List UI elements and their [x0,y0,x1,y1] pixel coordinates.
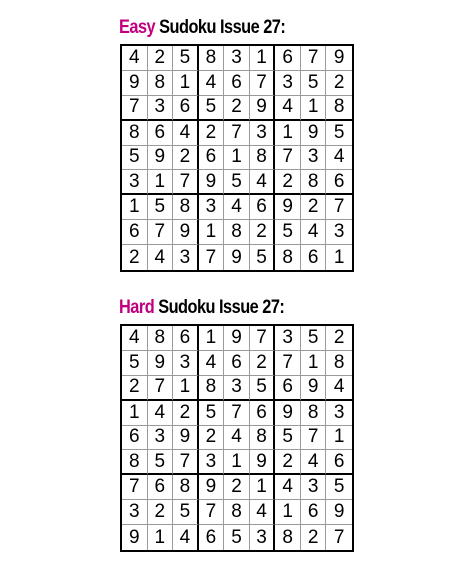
hard-sudoku-grid [120,324,354,552]
easy-title-text: Sudoku Issue 27: [155,17,286,38]
hard-level-label: Hard [119,297,155,318]
hard-cell-r8-c4: 7 [199,500,225,525]
hard-cell-r1-c3: 6 [173,326,199,351]
hard-cell-r3-c5: 3 [224,376,250,401]
easy-cell-r1-c4: 8 [199,46,225,71]
hard-cell-r9-c1: 9 [122,525,148,550]
easy-level-label: Easy [119,17,156,38]
easy-cell-r9-c3: 3 [173,245,199,270]
hard-cell-r2-c6: 2 [250,351,276,376]
hard-cell-r5-c7: 5 [275,426,301,451]
easy-cell-r8-c5: 8 [224,220,250,245]
easy-cell-r1-c2: 2 [148,46,174,71]
hard-cell-r1-c4: 1 [199,326,225,351]
easy-cell-r4-c2: 6 [148,121,174,146]
hard-cell-r2-c8: 1 [301,351,327,376]
hard-cell-r8-c9: 9 [326,500,352,525]
easy-cell-r7-c6: 6 [250,195,276,220]
easy-cell-r3-c7: 4 [275,96,301,121]
easy-cell-r3-c9: 8 [326,96,352,121]
easy-cell-r4-c4: 2 [199,121,225,146]
hard-cell-r5-c9: 1 [326,426,352,451]
easy-cell-r1-c3: 5 [173,46,199,71]
easy-cell-r4-c9: 5 [326,121,352,146]
hard-cell-r3-c1: 2 [122,376,148,401]
hard-cell-r6-c7: 2 [275,450,301,475]
easy-cell-r9-c7: 8 [275,245,301,270]
hard-cell-r2-c7: 7 [275,351,301,376]
easy-cell-r2-c5: 6 [224,71,250,96]
hard-puzzle-title [119,297,284,319]
hard-cell-r9-c2: 1 [148,525,174,550]
hard-cell-r4-c6: 6 [250,401,276,426]
easy-cell-r9-c4: 7 [199,245,225,270]
hard-cell-r7-c2: 6 [148,475,174,500]
hard-cell-r1-c2: 8 [148,326,174,351]
hard-cell-r5-c2: 3 [148,426,174,451]
easy-cell-r9-c2: 4 [148,245,174,270]
easy-cell-r4-c6: 3 [250,121,276,146]
easy-cell-r9-c1: 2 [122,245,148,270]
hard-cell-r2-c9: 8 [326,351,352,376]
hard-cell-r2-c3: 3 [173,351,199,376]
easy-cell-r7-c1: 1 [122,195,148,220]
easy-cell-r3-c5: 2 [224,96,250,121]
hard-cell-r7-c1: 7 [122,475,148,500]
hard-cell-r3-c2: 7 [148,376,174,401]
easy-cell-r8-c3: 9 [173,220,199,245]
hard-cell-r2-c5: 6 [224,351,250,376]
hard-cell-r6-c6: 9 [250,450,276,475]
easy-cell-r8-c8: 4 [301,220,327,245]
hard-title-text: Sudoku Issue 27: [154,297,285,318]
hard-cell-r7-c6: 1 [250,475,276,500]
easy-cell-r6-c4: 9 [199,170,225,195]
easy-cell-r1-c5: 3 [224,46,250,71]
easy-cell-r1-c1: 4 [122,46,148,71]
hard-cell-r6-c8: 4 [301,450,327,475]
hard-cell-r3-c4: 8 [199,376,225,401]
easy-cell-r6-c1: 3 [122,170,148,195]
easy-cell-r3-c3: 6 [173,96,199,121]
easy-cell-r5-c9: 4 [326,146,352,171]
hard-cell-r1-c1: 4 [122,326,148,351]
easy-cell-r8-c4: 1 [199,220,225,245]
hard-cell-r1-c9: 2 [326,326,352,351]
hard-cell-r8-c6: 4 [250,500,276,525]
easy-cell-r8-c1: 6 [122,220,148,245]
easy-cell-r9-c5: 9 [224,245,250,270]
easy-cell-r3-c8: 1 [301,96,327,121]
hard-cell-r4-c5: 7 [224,401,250,426]
easy-cell-r2-c1: 9 [122,71,148,96]
easy-cell-r5-c6: 8 [250,146,276,171]
easy-cell-r7-c9: 7 [326,195,352,220]
easy-cell-r9-c8: 6 [301,245,327,270]
easy-cell-r5-c4: 6 [199,146,225,171]
hard-cell-r5-c8: 7 [301,426,327,451]
easy-cell-r8-c7: 5 [275,220,301,245]
hard-cell-r8-c5: 8 [224,500,250,525]
easy-cell-r6-c3: 7 [173,170,199,195]
hard-cell-r5-c3: 9 [173,426,199,451]
easy-cell-r2-c9: 2 [326,71,352,96]
easy-cell-r1-c9: 9 [326,46,352,71]
easy-cell-r4-c3: 4 [173,121,199,146]
hard-cell-r8-c3: 5 [173,500,199,525]
easy-cell-r9-c6: 5 [250,245,276,270]
hard-cell-r5-c5: 4 [224,426,250,451]
hard-cell-r8-c2: 2 [148,500,174,525]
hard-cell-r4-c1: 1 [122,401,148,426]
hard-cell-r3-c9: 4 [326,376,352,401]
hard-cell-r1-c7: 3 [275,326,301,351]
hard-cell-r3-c8: 9 [301,376,327,401]
hard-cell-r7-c9: 5 [326,475,352,500]
easy-cell-r7-c5: 4 [224,195,250,220]
hard-cell-r6-c3: 7 [173,450,199,475]
hard-cell-r7-c4: 9 [199,475,225,500]
hard-cell-r6-c2: 5 [148,450,174,475]
easy-cell-r3-c4: 5 [199,96,225,121]
hard-cell-r4-c3: 2 [173,401,199,426]
easy-cell-r2-c7: 3 [275,71,301,96]
easy-cell-r5-c3: 2 [173,146,199,171]
hard-cell-r4-c7: 9 [275,401,301,426]
hard-cell-r1-c8: 5 [301,326,327,351]
easy-cell-r5-c2: 9 [148,146,174,171]
hard-cell-r4-c8: 8 [301,401,327,426]
easy-cell-r5-c1: 5 [122,146,148,171]
hard-cell-r4-c2: 4 [148,401,174,426]
easy-cell-r2-c8: 5 [301,71,327,96]
easy-cell-r4-c7: 1 [275,121,301,146]
hard-cell-r8-c1: 3 [122,500,148,525]
hard-cell-r9-c3: 4 [173,525,199,550]
hard-cell-r7-c8: 3 [301,475,327,500]
hard-cell-r9-c4: 6 [199,525,225,550]
easy-cell-r2-c4: 4 [199,71,225,96]
hard-cell-r6-c4: 3 [199,450,225,475]
hard-cell-r9-c5: 5 [224,525,250,550]
hard-cell-r3-c6: 5 [250,376,276,401]
hard-cell-r9-c6: 3 [250,525,276,550]
hard-cell-r1-c6: 7 [250,326,276,351]
hard-cell-r9-c8: 2 [301,525,327,550]
hard-cell-r6-c9: 6 [326,450,352,475]
hard-cell-r6-c5: 1 [224,450,250,475]
hard-cell-r3-c3: 1 [173,376,199,401]
hard-cell-r8-c8: 6 [301,500,327,525]
hard-cell-r6-c1: 8 [122,450,148,475]
hard-cell-r7-c5: 2 [224,475,250,500]
easy-cell-r6-c7: 2 [275,170,301,195]
easy-cell-r6-c6: 4 [250,170,276,195]
easy-cell-r2-c2: 8 [148,71,174,96]
easy-cell-r7-c8: 2 [301,195,327,220]
hard-cell-r2-c4: 4 [199,351,225,376]
easy-cell-r3-c2: 3 [148,96,174,121]
easy-cell-r7-c7: 9 [275,195,301,220]
hard-cell-r5-c6: 8 [250,426,276,451]
easy-cell-r8-c2: 7 [148,220,174,245]
easy-puzzle-title [119,17,285,39]
easy-cell-r3-c6: 9 [250,96,276,121]
easy-cell-r6-c8: 8 [301,170,327,195]
hard-cell-r4-c4: 5 [199,401,225,426]
easy-cell-r2-c6: 7 [250,71,276,96]
easy-cell-r7-c4: 3 [199,195,225,220]
easy-cell-r1-c8: 7 [301,46,327,71]
hard-cell-r8-c7: 1 [275,500,301,525]
easy-cell-r9-c9: 1 [333,246,345,268]
easy-cell-r5-c8: 3 [301,146,327,171]
easy-cell-r8-c9: 3 [326,220,352,245]
easy-cell-r6-c2: 1 [148,170,174,195]
easy-cell-r4-c5: 7 [224,121,250,146]
easy-cell-r5-c5: 1 [224,146,250,171]
easy-cell-r4-c8: 9 [301,121,327,146]
easy-cell-r7-c2: 5 [148,195,174,220]
easy-cell-r5-c7: 7 [275,146,301,171]
hard-cell-r2-c1: 5 [122,351,148,376]
hard-cell-r4-c9: 3 [326,401,352,426]
easy-cell-r3-c1: 7 [122,96,148,121]
hard-cell-r2-c2: 9 [148,351,174,376]
hard-cell-r1-c5: 9 [224,326,250,351]
hard-cell-r9-c7: 8 [275,525,301,550]
hard-cell-r7-c3: 8 [173,475,199,500]
hard-cell-r9-c9: 7 [333,526,345,548]
easy-sudoku-grid [120,44,354,272]
hard-cell-r3-c7: 6 [275,376,301,401]
hard-cell-r5-c1: 6 [122,426,148,451]
easy-cell-r2-c3: 1 [173,71,199,96]
easy-cell-r8-c6: 2 [250,220,276,245]
hard-cell-r5-c4: 2 [199,426,225,451]
easy-cell-r1-c6: 1 [250,46,276,71]
easy-cell-r6-c5: 5 [224,170,250,195]
easy-cell-r7-c3: 8 [173,195,199,220]
easy-cell-r6-c9: 6 [326,170,352,195]
easy-cell-r4-c1: 8 [122,121,148,146]
easy-cell-r1-c7: 6 [275,46,301,71]
hard-cell-r7-c7: 4 [275,475,301,500]
